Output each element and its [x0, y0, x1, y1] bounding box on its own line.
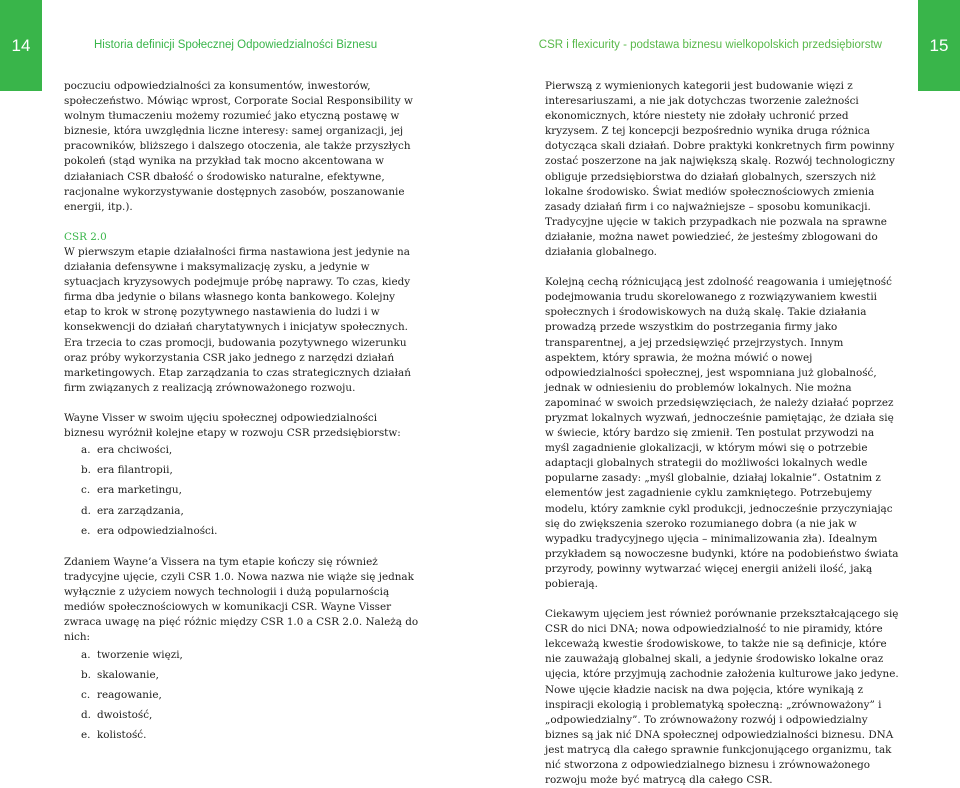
right-paragraph-2: Kolejną cechą różnicującą jest zdolność reagowania i umiejętność podejmowania trudu skorelowanego z rozwiązywaniem kwestii społecznych i środowiskowych na dużą skalę. Takie działania prowadzą przede wszystkim do postrzegania firmy jako transparentnej, a jej przedsięwzięć przejrzystych. Innym aspektem, który sprawia, że można mówić o nowej odpowiedzialności społecznej, jest wspomniana już globalność, jednak w odniesieniu do problemów lokalnych. Nie można zapominać w swoich przedsięwzięciach, że należy działać poprzez pryzmat lokalnych wyzwań, jednocześnie pamiętając, że działa się w świecie, który bardzo się zmienił. Ten postulat przywodzi na myśl zagadnienie glokalizacji, w którym mówi się o potrzebie adaptacji globalnych strategii do możliwości lokalnych wedle popularne zasady: „myśl globalnie, działaj lokalnie”. Ostatnim z elementów jest zagadnienie cyklu zamkniętego. Potrzebujemy modelu, który zamknie cykl produkcji, jednocześnie przyczyniając się do zwiększenia szeroko rozumianego dobra (a nie jak w wypadku tradycyjnego ujęcia – minimalizowania zła). Idealnym przykładem są nowoczesne budynki, które na podobieństwo świata przyrody, powinny wytwarzać więcej energii aniżeli ilość, jaką pobierają.: [545, 276, 899, 590]
list-item: a. tworzenie więzi,: [81, 648, 183, 661]
list-item: d. dwoistość,: [81, 709, 153, 722]
list-item: a. era chciwości,: [81, 444, 173, 457]
right-page-number: 15: [918, 0, 960, 91]
left-paragraph-1: poczuciu odpowiedzialności za konsumentów, inwestorów, społeczeństwo. Mówiąc wprost, Corporate Social Responsibility w wolnym tłumaczeniu możemy rozumieć jako etyczną postawę w biznesie, która uwzględnia liczne interesy: samej organizacji, jej pracowników, bliższego i dalszego otoczenia, ale także przyszłych pokoleń (stąd wynika na przykład tak mocno akcentowana w działaniach CSR dbałość o środowisko naturalne, efektywne, racjonalne wykorzystywanie dostępnych zasobów, poszanowanie energii, itp.).: [64, 80, 413, 213]
left-paragraph-3: Wayne Visser w swoim ujęciu społecznej odpowiedzialności biznesu wyróżnił kolejne etapy w rozwoju CSR przedsiębiorstw:: [64, 411, 401, 439]
left-running-head: Historia definicji Społecznej Odpowiedzialności Biznesu: [94, 39, 378, 51]
right-running-head: CSR i flexicurity - podstawa biznesu wielkopolskich przedsiębiorstw: [538, 39, 882, 51]
list-item: c. era marketingu,: [81, 484, 182, 497]
right-paragraph-1: Pierwszą z wymienionych kategorii jest budowanie więzi z interesariuszami, a nie jak dotychczas tworzenie zależności ekonomicznych, które niestety nie zdołały uchronić przed kryzysem. Z tej koncepcji bezpośrednio wynika druga różnica dotycząca skali działań. Dobre praktyki konkretnych firm powinny zostać poszerzone na jak największą skalę. Rozwój technologiczny obliguje przedsiębiorstwa do działań globalnych, szerszych niż lokalne środowisko. Świat mediów społecznościowych zmienia zasady działań firm i co najważniejsze – sposobu komunikacji. Tradycyjne ujęcie w takich przypadkach nie pozwala na sprawne działanie, można nawet powiedzieć, że jesteśmy zblogowani do działania globalnego.: [545, 80, 895, 259]
list-item: c. reagowanie,: [81, 688, 162, 701]
right-column: [545, 79, 900, 788]
left-paragraph-2: W pierwszym etapie działalności firma nastawiona jest jedynie na działania defensywne i maksymalizację zysku, a jedynie w sytuacjach kryzysowych podejmuje próbę naprawy. To czas, kiedy firma dba jedynie o bilans własnego konta bankowego. Kolejny etap to krok w stronę pozytywnego nastawienia do ludzi i w konsekwencji do działań charytatywnych i inicjatyw społecznych. Era trzecia to czas promocji, budowania pozytywnego wizerunku oraz próby wykorzystania CSR jako jednego z narzędzi działań marketingowych. Etap zarządzania to czas strategicznych działań firm związanych z realizacją zrównoważonego rozwoju.: [64, 245, 411, 394]
list-item: e. kolistość.: [81, 729, 147, 742]
list-item: b. era filantropii,: [81, 464, 173, 477]
left-paragraph-4: Zdaniem Wayne’a Vissera na tym etapie kończy się również tradycyjne ujęcie, czyli CSR 1.0. Nowa nazwa nie wiąże się jednak wyłącznie z użyciem nowych technologii i dużą popularnością mediów społecznościowych w komunikacji CSR. Wayne Visser zwraca uwagę na pięć różnic między CSR 1.0 a CSR 2.0. Należą do nich:: [64, 556, 419, 644]
differences-list: [64, 648, 419, 749]
list-item: d. era zarządzania,: [81, 504, 184, 517]
list-item: e. era odpowiedzialności.: [81, 524, 218, 537]
list-item: b. skalowanie,: [81, 668, 159, 681]
section-heading-csr-2: CSR 2.0: [64, 230, 107, 243]
eras-list: [64, 443, 419, 544]
right-paragraph-3: Ciekawym ujęciem jest również porównanie przekształcającego się CSR do nici DNA; nowa odpowiedzialność to nie piramidy, które lekceważą kwestie środowiskowe, to także nie są definicje, które nie zauważają globalnej skali, a jedynie środowisko lokalne oraz ujęcia, które przyjmują zachodnie założenia kulturowe jako jedyne. Nowe ujęcie kładzie nacisk na dwa pojęcia, które wynikają z inspiracji ekologią i problematyką społeczną: „zrównoważony” i „odpowiedzialny”. To zrównoważony rozwój i odpowiedzialny biznes są jak nić DNA społecznej odpowiedzialności biznesu. DNA jest matrycą dla całego sprawnie funkcjonującego organizmu, tak nić stworzona z odpowiedzialnego biznesu i zrównoważonego rozwoju może być matrycą dla całego CSR.: [545, 608, 899, 787]
left-column: [64, 79, 419, 749]
left-page-number: 14: [0, 0, 42, 91]
